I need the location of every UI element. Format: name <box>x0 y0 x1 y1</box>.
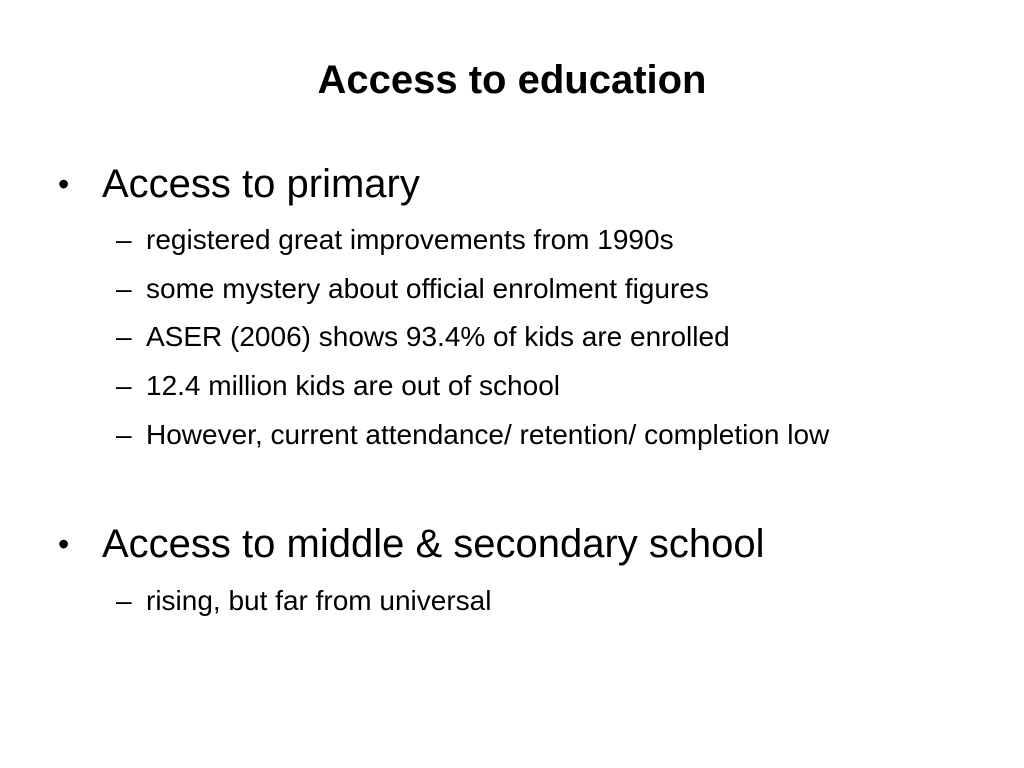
subitem-rising <box>116 584 491 618</box>
subitem-text: some mystery about official enrolment figures <box>146 273 709 304</box>
subitem-out-of-school <box>116 369 560 403</box>
subitem-text: However, current attendance/ retention/ completion low <box>146 419 830 450</box>
subitem-text: registered great improvements from 1990s <box>146 224 674 255</box>
subitem-text: 12.4 million kids are out of school <box>146 370 560 401</box>
dash-marker: – <box>116 224 132 255</box>
dash-marker: – <box>116 419 132 450</box>
subitem-aser <box>116 320 730 354</box>
subitem-attendance <box>116 418 829 452</box>
subitem-mystery <box>116 272 709 306</box>
bullet-access-to-middle-secondary <box>58 520 765 568</box>
bullet-marker: • <box>58 526 70 562</box>
subitem-improvements <box>116 223 674 257</box>
dash-marker: – <box>116 273 132 304</box>
subitem-text: rising, but far from universal <box>146 585 492 616</box>
subitem-text: ASER (2006) shows 93.4% of kids are enrolled <box>146 321 730 352</box>
bullet-text: Access to primary <box>102 162 420 206</box>
bullet-text: Access to middle & secondary school <box>102 522 765 566</box>
slide-title: Access to education <box>317 58 707 102</box>
dash-marker: – <box>116 585 132 616</box>
bullet-access-to-primary <box>58 160 420 208</box>
bullet-marker: • <box>58 166 70 202</box>
dash-marker: – <box>116 370 132 401</box>
dash-marker: – <box>116 321 132 352</box>
